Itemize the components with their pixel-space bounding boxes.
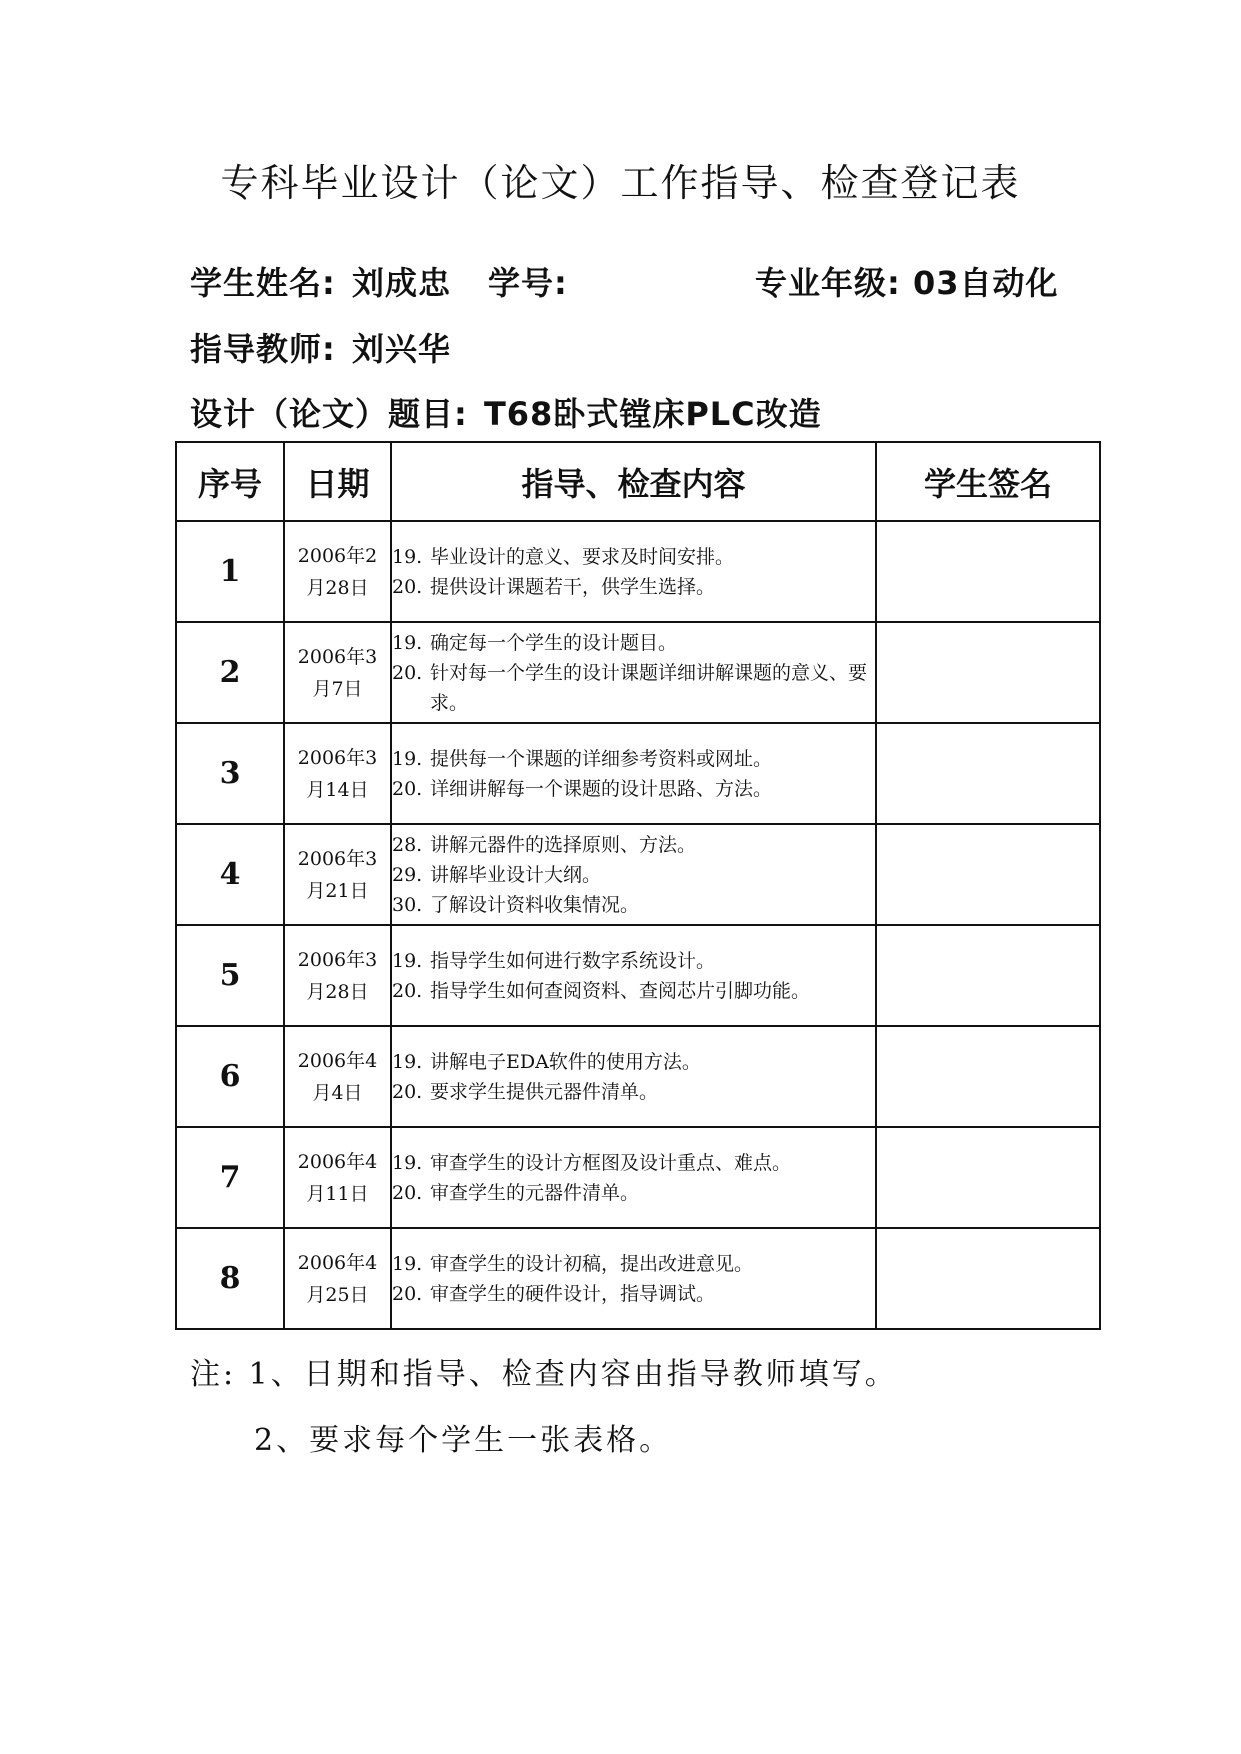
content-item-text: 确定每一个学生的设计题目。: [430, 631, 678, 654]
row-date: [284, 521, 391, 622]
student-name-label: 学生姓名:: [190, 264, 336, 302]
row-signature: [876, 824, 1100, 925]
row-date: [284, 723, 391, 824]
header-date: 日期: [284, 442, 391, 521]
row-date-line: 2006年3: [297, 847, 378, 870]
content-item-text: 审查学生的元器件清单。: [430, 1181, 640, 1204]
student-name-value: 刘成忠: [351, 264, 451, 302]
content-item-text: 提供每一个课题的详细参考资料或网址。: [430, 747, 773, 770]
content-item-number: 20.: [392, 1181, 423, 1204]
row-content: [391, 1228, 876, 1329]
row-number: 6: [176, 1026, 284, 1127]
content-item: [392, 1047, 875, 1077]
content-item: [392, 658, 875, 718]
row-content: [391, 824, 876, 925]
row-date-line: 2006年3: [297, 746, 378, 769]
table-body: [176, 521, 1100, 1329]
content-item: [392, 976, 875, 1006]
row-number: 5: [176, 925, 284, 1026]
major-row: [755, 258, 1059, 304]
content-item: [392, 744, 875, 774]
content-item-number: 20.: [392, 661, 423, 684]
major-label: 专业年级:: [755, 264, 901, 302]
row-signature: [876, 1228, 1100, 1329]
row-signature: [876, 521, 1100, 622]
row-date-line: 2006年4: [297, 1049, 378, 1072]
row-content: [391, 1127, 876, 1228]
content-item-text: 针对每一个学生的设计课题详细讲解课题的意义、要求。: [430, 661, 868, 714]
teacher-row: [190, 324, 451, 370]
content-item-number: 19.: [392, 1151, 423, 1174]
major-value: 03自动化: [912, 264, 1059, 302]
teacher-label: 指导教师:: [190, 330, 336, 368]
row-signature: [876, 1127, 1100, 1228]
content-item-text: 指导学生如何进行数字系统设计。: [430, 949, 716, 972]
row-content: [391, 925, 876, 1026]
student-id-label: 学号:: [488, 264, 568, 302]
content-item-text: 讲解电子EDA软件的使用方法。: [430, 1050, 701, 1073]
topic-row: [190, 389, 822, 435]
page-title: 专科毕业设计（论文）工作指导、检查登记表: [220, 161, 1021, 205]
row-date: [284, 824, 391, 925]
content-item: [392, 830, 875, 860]
row-date-line: 月4日: [312, 1081, 363, 1104]
header-number: 序号: [176, 442, 284, 521]
content-item-text: 审查学生的设计初稿，提出改进意见。: [430, 1252, 754, 1275]
content-item-number: 29.: [392, 863, 423, 886]
content-item-text: 毕业设计的意义、要求及时间安排。: [430, 545, 735, 568]
content-item-number: 20.: [392, 777, 423, 800]
content-item-number: 19.: [392, 747, 423, 770]
table-row: [176, 521, 1100, 622]
header-signature: 学生签名: [876, 442, 1100, 521]
row-date-line: 2006年3: [297, 948, 378, 971]
row-date-line: 月28日: [306, 980, 369, 1003]
note-line-2: 2、要求每个学生一张表格。: [254, 1423, 673, 1458]
table-row: [176, 1228, 1100, 1329]
content-item-text: 审查学生的设计方框图及设计重点、难点。: [430, 1151, 792, 1174]
content-item-text: 要求学生提供元器件清单。: [430, 1080, 659, 1103]
content-item: [392, 1077, 875, 1107]
row-date-line: 月25日: [306, 1283, 369, 1306]
content-item-text: 了解设计资料收集情况。: [430, 893, 640, 916]
content-item: [392, 1249, 875, 1279]
content-item-number: 19.: [392, 631, 423, 654]
content-item: [392, 628, 875, 658]
content-item: [392, 1279, 875, 1309]
table-row: [176, 925, 1100, 1026]
row-number: 4: [176, 824, 284, 925]
row-content: [391, 622, 876, 723]
row-date: [284, 1228, 391, 1329]
content-item-text: 详细讲解每一个课题的设计思路、方法。: [430, 777, 773, 800]
row-number: 7: [176, 1127, 284, 1228]
row-date-line: 2006年4: [297, 1150, 378, 1173]
row-date: [284, 622, 391, 723]
row-number: 1: [176, 521, 284, 622]
content-item: [392, 542, 875, 572]
guidance-log-table: [175, 441, 1101, 1330]
row-signature: [876, 622, 1100, 723]
content-item-number: 20.: [392, 575, 423, 598]
row-date-line: 月7日: [312, 677, 363, 700]
topic-value: T68卧式镗床PLC改造: [483, 395, 822, 433]
content-item: [392, 572, 875, 602]
row-signature: [876, 723, 1100, 824]
content-item-number: 19.: [392, 545, 423, 568]
content-item: [392, 860, 875, 890]
row-date: [284, 1127, 391, 1228]
row-date: [284, 925, 391, 1026]
content-item: [392, 946, 875, 976]
row-number: 3: [176, 723, 284, 824]
row-number: 8: [176, 1228, 284, 1329]
content-item-number: 19.: [392, 1252, 423, 1275]
student-name-row: [190, 258, 451, 304]
topic-label: 设计（论文）题目:: [190, 395, 468, 433]
content-item-number: 20.: [392, 1282, 423, 1305]
row-signature: [876, 925, 1100, 1026]
content-item: [392, 1178, 875, 1208]
table-row: [176, 1026, 1100, 1127]
row-date-line: 月28日: [306, 576, 369, 599]
row-date-line: 2006年4: [297, 1251, 378, 1274]
content-item-text: 指导学生如何查阅资料、查阅芯片引脚功能。: [430, 979, 811, 1002]
header-content: 指导、检查内容: [391, 442, 876, 521]
content-item-number: 20.: [392, 1080, 423, 1103]
row-number: 2: [176, 622, 284, 723]
row-date-line: 月21日: [306, 879, 369, 902]
row-signature: [876, 1026, 1100, 1127]
content-item: [392, 890, 875, 920]
content-item: [392, 1148, 875, 1178]
content-item-number: 19.: [392, 1050, 423, 1073]
table-header-row: [176, 442, 1100, 521]
content-item-number: 20.: [392, 979, 423, 1002]
row-content: [391, 1026, 876, 1127]
content-item-text: 审查学生的硬件设计，指导调试。: [430, 1282, 716, 1305]
notes: [190, 1342, 898, 1474]
table-row: [176, 1127, 1100, 1228]
content-item-text: 讲解毕业设计大纲。: [430, 863, 602, 886]
content-item: [392, 774, 875, 804]
row-date-line: 2006年3: [297, 645, 378, 668]
note-line-1: 注: 1、日期和指导、检查内容由指导教师填写。: [190, 1357, 898, 1392]
row-date: [284, 1026, 391, 1127]
row-content: [391, 521, 876, 622]
row-date-line: 2006年2: [297, 544, 378, 567]
table-row: [176, 622, 1100, 723]
content-item-text: 讲解元器件的选择原则、方法。: [430, 833, 697, 856]
content-item-number: 28.: [392, 833, 423, 856]
row-date-line: 月11日: [306, 1182, 369, 1205]
table-row: [176, 723, 1100, 824]
row-content: [391, 723, 876, 824]
table-row: [176, 824, 1100, 925]
content-item-text: 提供设计课题若干，供学生选择。: [430, 575, 716, 598]
content-item-number: 19.: [392, 949, 423, 972]
teacher-name: 刘兴华: [351, 330, 451, 368]
row-date-line: 月14日: [306, 778, 369, 801]
content-item-number: 30.: [392, 893, 423, 916]
